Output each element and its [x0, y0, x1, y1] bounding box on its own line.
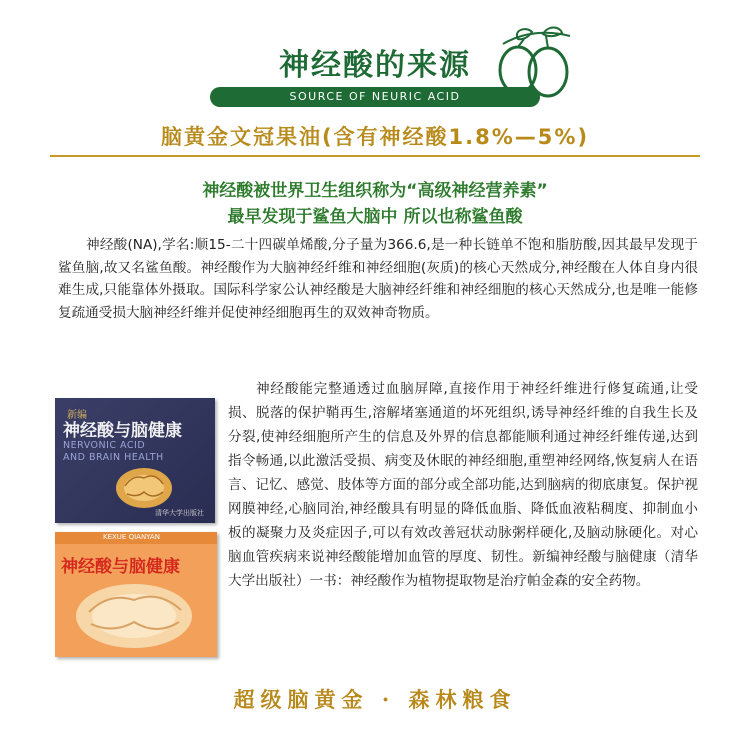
effects-paragraph: 神经酸能完整通透过血脑屏障,直接作用于神经纤维进行修复疏通,让受损、脱落的保护鞘再生,溶解堵塞通道的坏死组织,诱导神经纤维的自我生长及分裂,使神经细胞所产生的信息及外界的信息都能顺利通过神经纤维传递,达到指令畅通,以此激活受损、病变及休眠的神经细胞,重塑神经网络,恢复病人在语言、记忆、感觉、肢体等方面的部分或全部功能,达到脑病的彻底康复。保护视网膜神经,心脑同治,神经酸具有明显的降低血脂、降低血液粘稠度、抑制血小板的凝聚力及炎症因子,可以有效改善冠状动脉粥样硬化,及脑动脉硬化。对心脑血管疾病来说神经酸能增加血管的厚度、韧性。新编神经酸与脑健康（清华大学出版社）一书：神经酸作为植物提取物是治疗帕金森的安全药物。 — [228, 381, 698, 589]
product-title: 脑黄金文冠果油(含有神经酸1.8%—5%) — [160, 125, 590, 149]
book1-en-line-2: AND BRAIN HEALTH — [63, 452, 164, 463]
footer-slogan: 超级脑黄金 · 森林粮食 — [233, 687, 517, 712]
brain-icon — [113, 464, 175, 510]
book2-title: 神经酸与脑健康 — [61, 557, 180, 577]
book1-small-label: 新编 — [67, 410, 87, 421]
brain-icon — [69, 578, 199, 650]
book1-title: 神经酸与脑健康 — [63, 421, 182, 441]
subtitle-pill: SOURCE OF NEURIC ACID — [210, 87, 540, 107]
highlight-line-2: 最早发现于鲨鱼大脑中 所以也称鲨鱼酸 — [227, 207, 523, 227]
highlight-line-1: 神经酸被世界卫生组织称为“高级神经营养素” — [202, 181, 548, 201]
book1-en-line-1: NERVONIC ACID — [63, 440, 146, 451]
divider — [50, 155, 700, 157]
book1-publisher: 清华大学出版社 — [155, 509, 204, 517]
book-cover-1 — [55, 398, 215, 523]
intro-paragraph: 神经酸(NA),学名:顺15-二十四碳单烯酸,分子量为366.6,是一种长链单不饱和脂肪酸,因其最早发现于鲨鱼脑,故又名鲨鱼酸。神经酸作为大脑神经纤维和神经细胞(灰质)的核心天然成分,神经酸在人体自身内很难生成,只能靠体外摄取。国际科学家公认神经酸是大脑神经纤维和神经细胞的核心天然成分,也是唯一能修复疏通受损大脑神经纤维并促使神经细胞再生的双效神奇物质。 — [58, 237, 698, 321]
book2-top-label: KEXUE QIANYAN — [103, 533, 160, 541]
page-title: 神经酸的来源 — [279, 48, 471, 83]
book-cover-2 — [55, 532, 217, 657]
